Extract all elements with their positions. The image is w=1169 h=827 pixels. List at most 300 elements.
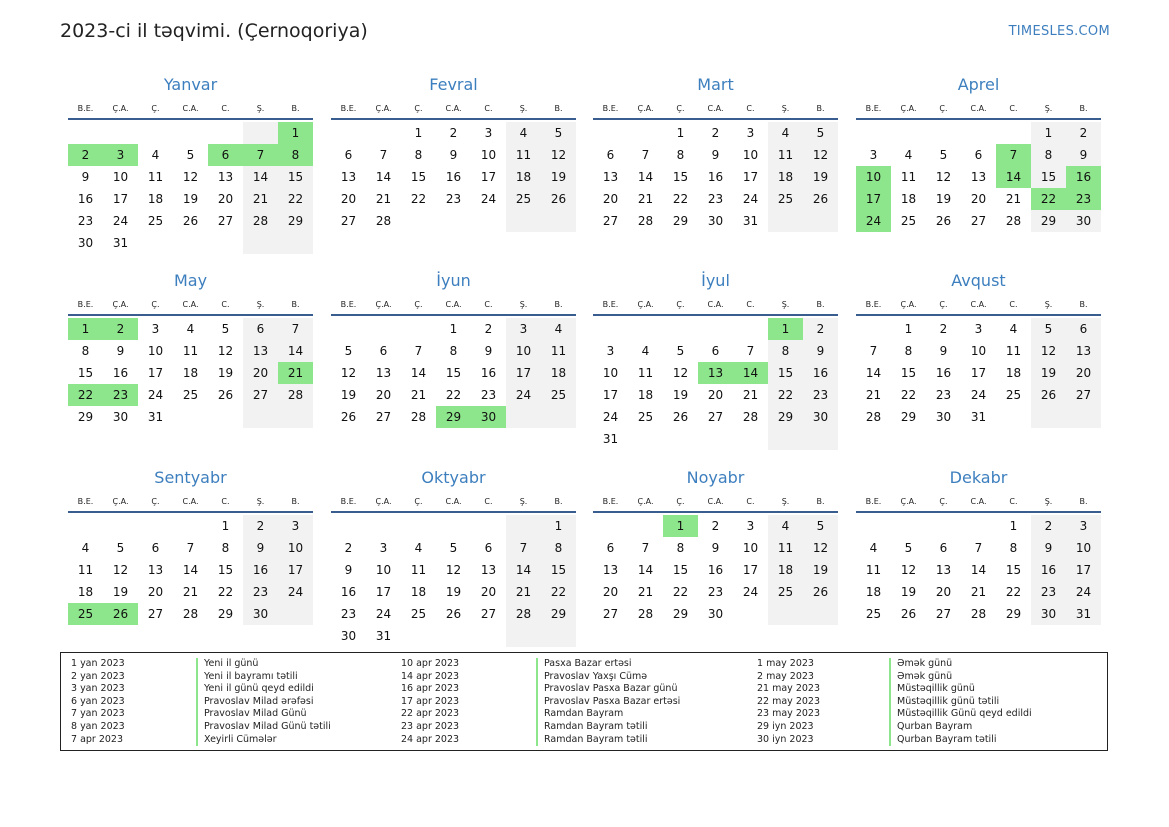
day-cell: 17 bbox=[112, 192, 129, 206]
day-cell: 13 bbox=[1066, 340, 1101, 362]
day-cell: 18 bbox=[637, 388, 654, 402]
day-cell: 14 bbox=[375, 170, 392, 184]
day-cell: 28 bbox=[742, 410, 759, 424]
day-cell: 12 bbox=[1031, 340, 1066, 362]
weekday-label: C. bbox=[746, 104, 755, 113]
weekday-label: C. bbox=[1009, 104, 1018, 113]
day-cell: 6 bbox=[1066, 318, 1101, 340]
day-cell: 11 bbox=[541, 340, 576, 362]
day-cell: 30 bbox=[1031, 603, 1066, 625]
month-name: Fevral bbox=[429, 75, 478, 94]
day-cell: 29 bbox=[672, 214, 689, 228]
empty-day-cell bbox=[803, 603, 838, 625]
day-cell: 18 bbox=[541, 362, 576, 384]
day-cell: 24 bbox=[970, 388, 987, 402]
weekday-header bbox=[68, 98, 313, 120]
day-cell: 1 bbox=[904, 322, 913, 336]
day-cell: 20 bbox=[1066, 362, 1101, 384]
day-cell: 18 bbox=[182, 366, 199, 380]
day-cell: 3 bbox=[484, 126, 493, 140]
empty-day-cell bbox=[803, 428, 838, 450]
holiday-day-cell: 13 bbox=[698, 362, 733, 384]
day-cell: 26 bbox=[803, 581, 838, 603]
holiday-day-cell: 21 bbox=[278, 362, 313, 384]
day-cell: 18 bbox=[900, 192, 917, 206]
day-cell: 31 bbox=[742, 214, 759, 228]
empty-day-cell bbox=[436, 515, 471, 537]
day-cell: 19 bbox=[217, 366, 234, 380]
legend-holiday-name: Yeni il günü qeyd edildi bbox=[204, 683, 314, 695]
day-cell: 14 bbox=[278, 340, 313, 362]
empty-day-cell bbox=[401, 625, 436, 647]
holiday-day-cell: 1 bbox=[768, 318, 803, 340]
day-cell: 24 bbox=[375, 607, 392, 621]
legend-holiday-name: Müstəqillik günü tətili bbox=[897, 695, 1000, 707]
weekday-label: B. bbox=[1079, 497, 1088, 506]
day-cell: 13 bbox=[147, 563, 164, 577]
empty-day-cell bbox=[103, 122, 138, 144]
legend-holiday-name: Ramdan Bayram tətili bbox=[544, 733, 648, 745]
empty-day-cell bbox=[628, 428, 663, 450]
empty-day-cell bbox=[593, 318, 628, 340]
empty-day-cell bbox=[471, 210, 506, 232]
day-cell: 22 bbox=[900, 388, 917, 402]
day-cell: 4 bbox=[81, 541, 90, 555]
day-cell: 29 bbox=[1031, 210, 1066, 232]
holiday-day-cell: 2 bbox=[103, 318, 138, 340]
holiday-day-cell: 3 bbox=[103, 144, 138, 166]
day-cell: 2 bbox=[243, 515, 278, 537]
day-cell: 4 bbox=[869, 541, 878, 555]
weekday-label: C.A. bbox=[445, 300, 462, 309]
holiday-day-cell: 7 bbox=[243, 144, 278, 166]
day-cell: 18 bbox=[768, 166, 803, 188]
day-cell: 1 bbox=[414, 126, 423, 140]
day-cell: 30 bbox=[707, 607, 724, 621]
day-cell: 17 bbox=[742, 170, 759, 184]
day-cell: 12 bbox=[935, 170, 952, 184]
weekday-label: C. bbox=[484, 300, 493, 309]
empty-day-cell bbox=[628, 318, 663, 340]
day-cell: 30 bbox=[243, 603, 278, 625]
day-cell: 21 bbox=[182, 585, 199, 599]
empty-day-cell bbox=[768, 603, 803, 625]
empty-day-cell bbox=[278, 603, 313, 625]
legend-holiday-name: Yeni il günü bbox=[204, 658, 259, 669]
legend-holiday-name: Əmək günü bbox=[897, 670, 953, 682]
legend-date: 17 apr 2023 bbox=[401, 695, 460, 707]
legend-holiday-name: Pravoslav Milad Günü tətili bbox=[204, 720, 331, 732]
day-cell: 25 bbox=[541, 384, 576, 406]
day-cell: 3 bbox=[869, 148, 878, 162]
day-cell: 16 bbox=[243, 559, 278, 581]
day-cell: 1 bbox=[541, 515, 576, 537]
day-cell: 1 bbox=[221, 519, 230, 533]
day-cell: 9 bbox=[484, 344, 493, 358]
day-cell: 14 bbox=[865, 366, 882, 380]
holiday-day-cell: 8 bbox=[278, 144, 313, 166]
day-cell: 26 bbox=[900, 607, 917, 621]
day-cell: 6 bbox=[974, 148, 983, 162]
legend-dates-col-1 bbox=[71, 658, 125, 746]
legend-holiday-name: Xeyirli Cümələr bbox=[204, 733, 277, 745]
day-cell: 20 bbox=[602, 192, 619, 206]
day-cell: 3 bbox=[151, 322, 160, 336]
holiday-day-cell: 1 bbox=[278, 122, 313, 144]
day-cell: 31 bbox=[147, 410, 164, 424]
holiday-day-cell: 14 bbox=[996, 166, 1031, 188]
day-cell: 11 bbox=[865, 563, 882, 577]
legend-date: 21 may 2023 bbox=[757, 683, 821, 695]
day-cell: 3 bbox=[974, 322, 983, 336]
day-cell: 24 bbox=[742, 585, 759, 599]
legend-names-col-1 bbox=[196, 658, 331, 746]
day-cell: 2 bbox=[939, 322, 948, 336]
day-cell: 15 bbox=[672, 563, 689, 577]
empty-day-cell bbox=[961, 515, 996, 537]
legend-date: 7 apr 2023 bbox=[71, 733, 124, 745]
day-cell: 31 bbox=[1066, 603, 1101, 625]
day-cell: 27 bbox=[970, 214, 987, 228]
holiday-legend bbox=[60, 652, 1108, 751]
empty-day-cell bbox=[436, 210, 471, 232]
day-cell: 7 bbox=[506, 537, 541, 559]
day-cell: 20 bbox=[340, 192, 357, 206]
day-cell: 22 bbox=[768, 384, 803, 406]
day-cell: 22 bbox=[445, 388, 462, 402]
day-cell: 25 bbox=[182, 388, 199, 402]
day-cell: 9 bbox=[449, 148, 458, 162]
empty-day-cell bbox=[698, 318, 733, 340]
day-cell: 30 bbox=[1066, 210, 1101, 232]
month-name: Mart bbox=[697, 75, 734, 94]
day-cell: 9 bbox=[344, 563, 353, 577]
empty-day-cell bbox=[401, 318, 436, 340]
day-cell: 22 bbox=[278, 188, 313, 210]
weekday-label: B.E. bbox=[865, 104, 882, 113]
day-cell: 6 bbox=[606, 541, 615, 555]
month-calendar bbox=[856, 268, 1101, 428]
empty-day-cell bbox=[768, 210, 803, 232]
month-name: Oktyabr bbox=[421, 468, 486, 487]
day-cell: 7 bbox=[974, 541, 983, 555]
day-cell: 17 bbox=[506, 362, 541, 384]
empty-day-cell bbox=[663, 318, 698, 340]
day-cell: 20 bbox=[243, 362, 278, 384]
empty-day-cell bbox=[768, 428, 803, 450]
weekday-label: Ş. bbox=[1044, 300, 1053, 309]
month-name: İyul bbox=[701, 271, 730, 290]
month-calendar bbox=[68, 465, 313, 625]
day-cell: 10 bbox=[602, 366, 619, 380]
day-cell: 9 bbox=[711, 148, 720, 162]
legend-holiday-name: Pasxa Bazar ertəsi bbox=[544, 658, 632, 669]
holiday-day-cell: 17 bbox=[856, 188, 891, 210]
day-cell: 31 bbox=[375, 629, 392, 643]
day-cell: 27 bbox=[480, 607, 497, 621]
empty-day-cell bbox=[278, 232, 313, 254]
day-grid bbox=[856, 122, 1101, 232]
day-cell: 25 bbox=[865, 607, 882, 621]
day-cell: 19 bbox=[803, 166, 838, 188]
day-cell: 26 bbox=[672, 410, 689, 424]
day-grid bbox=[68, 122, 313, 254]
empty-day-cell bbox=[471, 625, 506, 647]
day-cell: 30 bbox=[935, 410, 952, 424]
day-cell: 24 bbox=[480, 192, 497, 206]
legend-date: 2 may 2023 bbox=[757, 670, 814, 682]
weekday-label: B. bbox=[291, 497, 300, 506]
day-cell: 9 bbox=[81, 170, 90, 184]
legend-names-col-2 bbox=[536, 658, 680, 746]
empty-day-cell bbox=[541, 625, 576, 647]
brand-link[interactable]: TIMESLES.COM bbox=[1008, 24, 1110, 39]
day-cell: 13 bbox=[602, 170, 619, 184]
day-cell: 12 bbox=[803, 144, 838, 166]
holiday-day-cell: 2 bbox=[68, 144, 103, 166]
legend-date: 6 yan 2023 bbox=[71, 695, 125, 707]
empty-day-cell bbox=[208, 232, 243, 254]
day-cell: 28 bbox=[243, 210, 278, 232]
day-cell: 19 bbox=[900, 585, 917, 599]
weekday-label: C.A. bbox=[707, 497, 724, 506]
empty-day-cell bbox=[803, 210, 838, 232]
day-cell: 20 bbox=[217, 192, 234, 206]
empty-day-cell bbox=[996, 406, 1031, 428]
day-cell: 11 bbox=[77, 563, 94, 577]
day-cell: 29 bbox=[217, 607, 234, 621]
weekday-label: Ç. bbox=[939, 104, 948, 113]
weekday-header bbox=[593, 98, 838, 120]
weekday-label: C.A. bbox=[970, 300, 987, 309]
day-cell: 11 bbox=[182, 344, 199, 358]
empty-day-cell bbox=[243, 122, 278, 144]
weekday-label: C.A. bbox=[182, 104, 199, 113]
day-cell: 3 bbox=[746, 519, 755, 533]
day-cell: 29 bbox=[1005, 607, 1022, 621]
empty-day-cell bbox=[243, 406, 278, 428]
weekday-header bbox=[68, 491, 313, 513]
day-cell: 15 bbox=[410, 170, 427, 184]
legend-date: 29 iyn 2023 bbox=[757, 720, 814, 732]
day-cell: 13 bbox=[217, 170, 234, 184]
holiday-day-cell: 16 bbox=[1066, 166, 1101, 188]
legend-date: 14 apr 2023 bbox=[401, 670, 460, 682]
day-cell: 27 bbox=[935, 607, 952, 621]
day-cell: 19 bbox=[445, 585, 462, 599]
day-cell: 2 bbox=[711, 519, 720, 533]
day-cell: 8 bbox=[1009, 541, 1018, 555]
weekday-label: B. bbox=[816, 300, 825, 309]
day-cell: 5 bbox=[803, 515, 838, 537]
empty-day-cell bbox=[1066, 406, 1101, 428]
weekday-label: B.E. bbox=[77, 104, 94, 113]
empty-day-cell bbox=[593, 122, 628, 144]
holiday-day-cell: 7 bbox=[996, 144, 1031, 166]
month-calendar bbox=[593, 465, 838, 625]
weekday-label: Ç.A. bbox=[375, 104, 392, 113]
month-calendar bbox=[331, 465, 576, 647]
empty-day-cell bbox=[331, 515, 366, 537]
weekday-label: B. bbox=[554, 497, 563, 506]
weekday-label: B. bbox=[291, 104, 300, 113]
day-cell: 12 bbox=[803, 537, 838, 559]
day-cell: 14 bbox=[637, 563, 654, 577]
weekday-label: C. bbox=[221, 497, 230, 506]
day-cell: 12 bbox=[182, 170, 199, 184]
day-cell: 6 bbox=[243, 318, 278, 340]
day-grid bbox=[856, 318, 1101, 428]
day-cell: 7 bbox=[278, 318, 313, 340]
day-cell: 27 bbox=[602, 607, 619, 621]
day-cell: 11 bbox=[506, 144, 541, 166]
month-calendar bbox=[68, 72, 313, 254]
weekday-label: Ç.A. bbox=[637, 104, 654, 113]
day-cell: 29 bbox=[672, 607, 689, 621]
day-cell: 5 bbox=[939, 148, 948, 162]
empty-day-cell bbox=[506, 210, 541, 232]
day-cell: 8 bbox=[449, 344, 458, 358]
weekday-label: Ş. bbox=[1044, 497, 1053, 506]
day-cell: 16 bbox=[77, 192, 94, 206]
empty-day-cell bbox=[541, 406, 576, 428]
day-grid bbox=[331, 318, 576, 428]
holiday-day-cell: 23 bbox=[1066, 188, 1101, 210]
day-cell: 18 bbox=[77, 585, 94, 599]
day-cell: 23 bbox=[707, 585, 724, 599]
weekday-label: Ş. bbox=[781, 300, 790, 309]
empty-day-cell bbox=[926, 515, 961, 537]
weekday-header bbox=[331, 491, 576, 513]
day-cell: 28 bbox=[410, 410, 427, 424]
weekday-label: B.E. bbox=[77, 300, 94, 309]
day-cell: 6 bbox=[711, 344, 720, 358]
day-cell: 23 bbox=[480, 388, 497, 402]
day-cell: 16 bbox=[340, 585, 357, 599]
empty-day-cell bbox=[698, 428, 733, 450]
day-cell: 15 bbox=[672, 170, 689, 184]
day-cell: 13 bbox=[480, 563, 497, 577]
weekday-label: Ç. bbox=[414, 104, 423, 113]
day-cell: 15 bbox=[217, 563, 234, 577]
legend-date: 7 yan 2023 bbox=[71, 708, 125, 720]
day-cell: 8 bbox=[541, 537, 576, 559]
day-cell: 26 bbox=[541, 188, 576, 210]
empty-day-cell bbox=[331, 122, 366, 144]
holiday-day-cell: 30 bbox=[471, 406, 506, 428]
day-cell: 11 bbox=[1005, 344, 1022, 358]
day-cell: 23 bbox=[707, 192, 724, 206]
day-cell: 19 bbox=[182, 192, 199, 206]
day-cell: 7 bbox=[379, 148, 388, 162]
day-cell: 4 bbox=[506, 122, 541, 144]
day-cell: 21 bbox=[637, 192, 654, 206]
month-calendar bbox=[68, 268, 313, 428]
day-cell: 22 bbox=[217, 585, 234, 599]
day-cell: 4 bbox=[904, 148, 913, 162]
day-cell: 8 bbox=[768, 340, 803, 362]
empty-day-cell bbox=[926, 122, 961, 144]
empty-day-cell bbox=[173, 232, 208, 254]
day-cell: 9 bbox=[1031, 537, 1066, 559]
day-cell: 8 bbox=[676, 148, 685, 162]
day-cell: 23 bbox=[445, 192, 462, 206]
holiday-day-cell: 25 bbox=[68, 603, 103, 625]
day-cell: 21 bbox=[970, 585, 987, 599]
weekday-label: C.A. bbox=[707, 300, 724, 309]
day-cell: 26 bbox=[445, 607, 462, 621]
day-cell: 25 bbox=[900, 214, 917, 228]
legend-holiday-name: Əmək günü bbox=[897, 658, 953, 669]
day-cell: 5 bbox=[904, 541, 913, 555]
day-cell: 10 bbox=[742, 541, 759, 555]
day-cell: 26 bbox=[217, 388, 234, 402]
weekday-label: Ç.A. bbox=[112, 300, 129, 309]
weekday-label: Ç. bbox=[676, 300, 685, 309]
weekday-label: C.A. bbox=[182, 300, 199, 309]
day-cell: 6 bbox=[484, 541, 493, 555]
day-cell: 3 bbox=[1066, 515, 1101, 537]
day-cell: 17 bbox=[602, 388, 619, 402]
weekday-label: C.A. bbox=[445, 497, 462, 506]
day-cell: 19 bbox=[672, 388, 689, 402]
day-cell: 8 bbox=[904, 344, 913, 358]
day-cell: 29 bbox=[768, 406, 803, 428]
empty-day-cell bbox=[593, 515, 628, 537]
weekday-header bbox=[593, 491, 838, 513]
holiday-day-cell: 26 bbox=[103, 603, 138, 625]
weekday-label: Ç. bbox=[939, 300, 948, 309]
day-cell: 20 bbox=[480, 585, 497, 599]
day-cell: 27 bbox=[340, 214, 357, 228]
day-cell: 20 bbox=[707, 388, 724, 402]
weekday-label: Ç.A. bbox=[112, 104, 129, 113]
weekday-label: Ç. bbox=[151, 300, 160, 309]
day-cell: 9 bbox=[803, 340, 838, 362]
month-name: May bbox=[173, 271, 208, 290]
day-cell: 5 bbox=[221, 322, 230, 336]
empty-day-cell bbox=[541, 210, 576, 232]
day-cell: 15 bbox=[541, 559, 576, 581]
day-cell: 21 bbox=[243, 188, 278, 210]
weekday-label: B.E. bbox=[865, 300, 882, 309]
holiday-day-cell: 10 bbox=[856, 166, 891, 188]
month-name: Sentyabr bbox=[154, 468, 227, 487]
weekday-label: Ş. bbox=[256, 300, 265, 309]
legend-date: 2 yan 2023 bbox=[71, 670, 125, 682]
day-grid bbox=[593, 318, 838, 450]
day-cell: 16 bbox=[803, 362, 838, 384]
day-cell: 24 bbox=[147, 388, 164, 402]
legend-date: 22 may 2023 bbox=[757, 695, 821, 707]
day-cell: 16 bbox=[1031, 559, 1066, 581]
empty-day-cell bbox=[173, 122, 208, 144]
day-cell: 22 bbox=[672, 192, 689, 206]
day-cell: 15 bbox=[1031, 166, 1066, 188]
weekday-header bbox=[856, 491, 1101, 513]
weekday-label: C. bbox=[221, 300, 230, 309]
day-cell: 9 bbox=[939, 344, 948, 358]
month-name: İyun bbox=[436, 271, 471, 290]
day-cell: 21 bbox=[375, 192, 392, 206]
empty-day-cell bbox=[733, 603, 768, 625]
page-title: 2023-ci il təqvimi. (Çernoqoriya) bbox=[60, 20, 368, 42]
day-cell: 11 bbox=[900, 170, 917, 184]
weekday-label: Ş. bbox=[519, 104, 528, 113]
day-cell: 28 bbox=[637, 214, 654, 228]
weekday-label: B.E. bbox=[340, 104, 357, 113]
day-cell: 2 bbox=[711, 126, 720, 140]
